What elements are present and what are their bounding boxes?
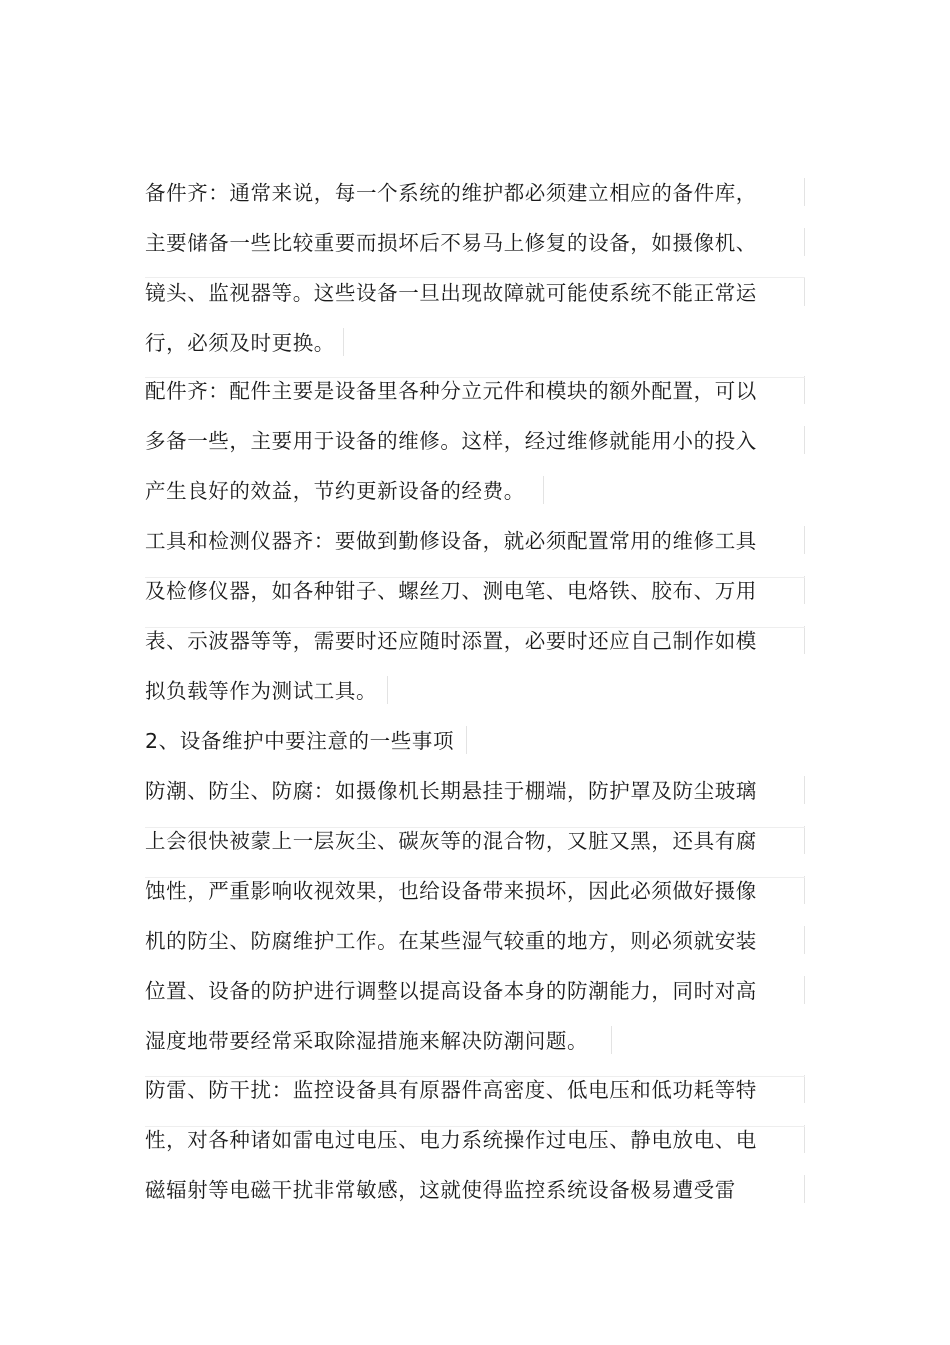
line-guide xyxy=(145,277,805,278)
line-separator xyxy=(804,526,805,554)
text-line: 及检修仪器，如各种钳子、螺丝刀、测电笔、电烙铁、胶布、万用 xyxy=(145,579,757,603)
line-separator xyxy=(804,178,805,206)
line-separator xyxy=(543,476,544,504)
text-line: 产生良好的效益，节约更新设备的经费。 xyxy=(145,479,525,503)
line-separator xyxy=(804,976,805,1004)
text-line: 主要储备一些比较重要而损坏后不易马上修复的设备，如摄像机、 xyxy=(145,231,757,255)
line-separator xyxy=(804,926,805,954)
text-line: 表、示波器等等，需要时还应随时添置，必要时还应自己制作如模 xyxy=(145,629,757,653)
line-separator xyxy=(466,726,467,754)
line-guide xyxy=(145,1076,805,1077)
line-separator xyxy=(804,626,805,654)
text-line: 多备一些，主要用于设备的维修。这样，经过维修就能用小的投入 xyxy=(145,429,757,453)
line-separator xyxy=(804,426,805,454)
line-separator xyxy=(387,676,388,704)
line-guide xyxy=(145,377,805,378)
text-line: 行，必须及时更换。 xyxy=(145,331,335,355)
line-separator xyxy=(804,278,805,306)
line-separator xyxy=(804,1075,805,1103)
text-line: 蚀性，严重影响收视效果，也给设备带来损坏，因此必须做好摄像 xyxy=(145,879,757,903)
line-separator xyxy=(804,876,805,904)
line-separator xyxy=(804,1125,805,1153)
text-line: 湿度地带要经常采取除湿措施来解决防潮问题。 xyxy=(145,1029,589,1053)
text-line: 磁辐射等电磁干扰非常敏感，这就使得监控系统设备极易遭受雷 xyxy=(145,1178,736,1202)
line-separator xyxy=(343,328,344,356)
text-line: 防雷、防干扰：监控设备具有原器件高密度、低电压和低功耗等特 xyxy=(145,1078,757,1102)
text-line: 机的防尘、防腐维护工作。在某些湿气较重的地方，则必须就安装 xyxy=(145,929,757,953)
text-line: 工具和检测仪器齐：要做到勤修设备，就必须配置常用的维修工具 xyxy=(145,529,757,553)
line-guide xyxy=(145,577,805,578)
line-guide xyxy=(145,1126,805,1127)
text-line: 位置、设备的防护进行调整以提高设备本身的防潮能力，同时对高 xyxy=(145,979,757,1003)
line-guide xyxy=(145,877,805,878)
text-line: 防潮、防尘、防腐：如摄像机长期悬挂于棚端，防护罩及防尘玻璃 xyxy=(145,779,757,803)
text-line: 上会很快被蒙上一层灰尘、碳灰等的混合物，又脏又黑，还具有腐 xyxy=(145,829,757,853)
line-guide xyxy=(145,627,805,628)
line-separator xyxy=(804,776,805,804)
text-line: 镜头、监视器等。这些设备一旦出现故障就可能使系统不能正常运 xyxy=(145,281,757,305)
text-line: 备件齐：通常来说，每一个系统的维护都必须建立相应的备件库， xyxy=(145,181,757,205)
line-separator xyxy=(804,826,805,854)
line-separator xyxy=(804,576,805,604)
line-separator xyxy=(611,1026,612,1054)
line-separator xyxy=(804,228,805,256)
line-guide xyxy=(145,827,805,828)
line-separator xyxy=(804,1175,805,1203)
text-line: 性，对各种诸如雷电过电压、电力系统操作过电压、静电放电、电 xyxy=(145,1128,757,1152)
section-heading: 2、设备维护中要注意的一些事项 xyxy=(145,729,455,753)
text-line: 配件齐：配件主要是设备里各种分立元件和模块的额外配置，可以 xyxy=(145,379,757,403)
line-separator xyxy=(804,376,805,404)
text-line: 拟负载等作为测试工具。 xyxy=(145,679,378,703)
